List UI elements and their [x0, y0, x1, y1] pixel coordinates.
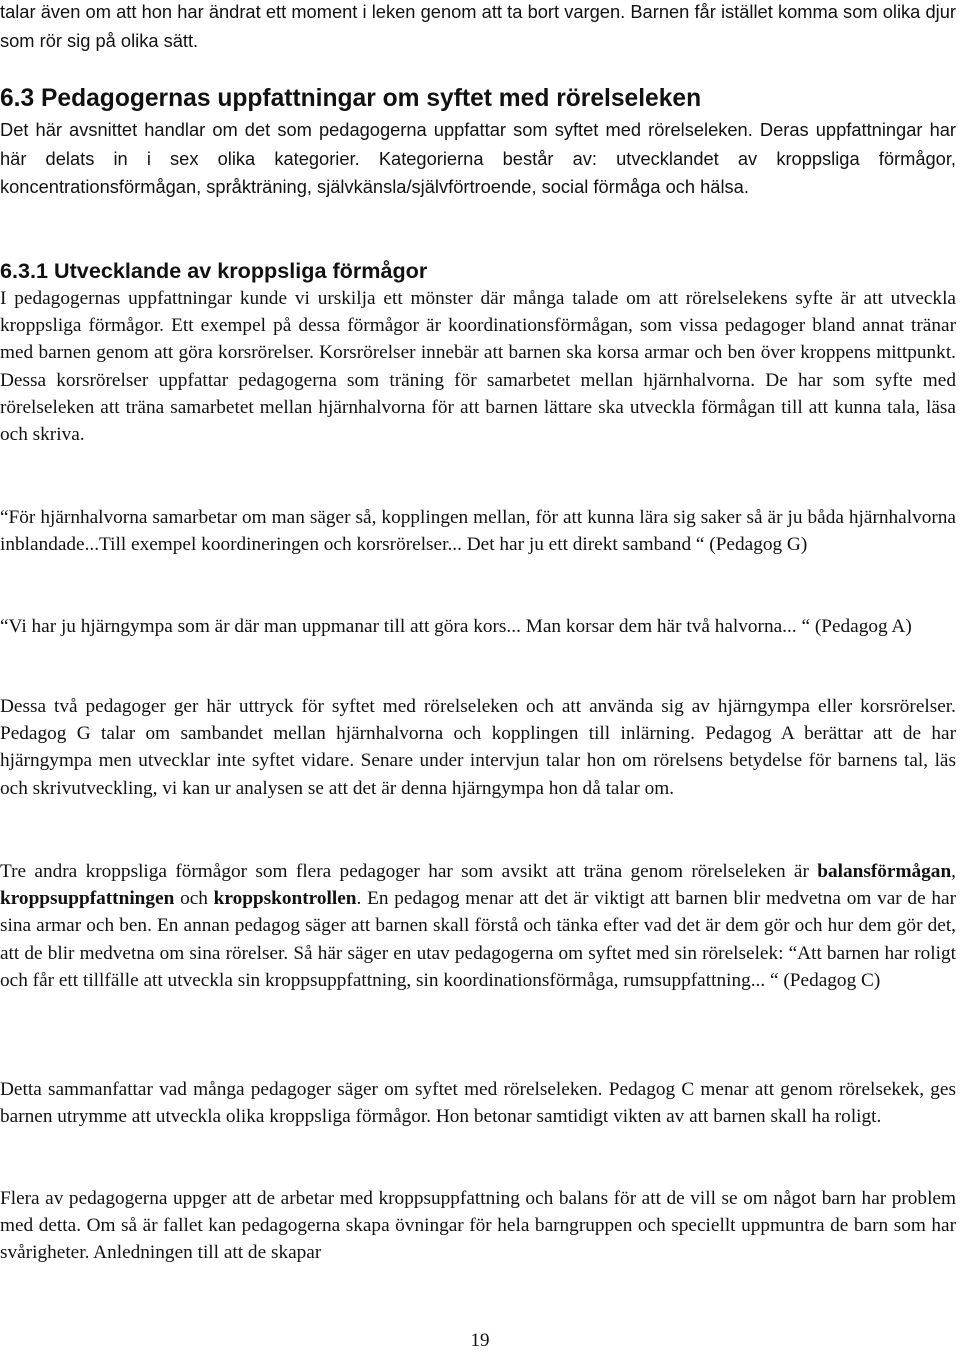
para3-sep-1: , — [951, 861, 956, 882]
section-6-3-paragraph: Det här avsnittet handlar om det som pedagogerna uppfattar som syftet med rörelseleken. Deras uppfattningar har här delats in i sex olika kategorier. Kategorierna består av: utvecklandet av kroppsliga förmågor, koncentrationsförmågan, språkträning, självkänsla/självförtroende, social förmåga och hälsa. — [0, 119, 956, 197]
body-paragraph-2: Dessa två pedagoger ger här uttryck för syftet med rörelseleken och att använda sig av hjärngympa eller korsrörelser. Pedagog G talar om sambandet mellan hjärnhalvorna och kopplingen till inlärning. Pedagog A berättar att de har hjärngympa men utvecklar inte syftet vidare. Senare under intervjun talar hon om rörelsens betydelse för barnens tal, läs och skrivutveckling, vi kan ur analysen se att det är denna hjärngympa hon då talar om. — [0, 696, 956, 799]
quote-pedagog-g: “För hjärnhalvorna samarbetar om man säger så, kopplingen mellan, för att kunna lära sig saker så är ju båda hjärnhalvorna inblandade...Till exempel koordineringen och korsrörelser... Det har ju ett direkt samband “ (Pedagog G) — [0, 507, 956, 556]
term-kroppskontrollen: kroppskontrollen — [213, 888, 357, 910]
term-balansformagan: balansförmågan — [817, 861, 952, 882]
section-heading-6-3-1: 6.3.1 Utvecklande av kroppsliga förmågor — [0, 258, 428, 283]
section-heading-6-3: 6.3 Pedagogernas uppfattningar om syftet med rörelseleken — [0, 85, 702, 112]
para3-text-start: Tre andra kroppsliga förmågor som flera pedagoger har som avsikt att träna genom rörelseleken är — [0, 861, 818, 882]
body-paragraph-3 — [0, 858, 956, 994]
body-paragraph-1: I pedagogernas uppfattningar kunde vi urskilja ett mönster där många talade om att rörelselekens syfte är att utveckla kroppsliga förmågor. Ett exempel på dessa förmågor är koordinationsförmågan, som vissa pedagoger bland annat tränar med barnen genom att göra korsrörelser. Korsrörelser innebär att barnen ska korsa armar och ben över kroppens mittpunkt. Dessa korsrörelser uppfattar pedagogerna som träning för samarbetet mellan hjärnhalvorna. De har som syfte med rörelseleken att träna samarbetet mellan hjärnhalvorna för att barnen lättare ska utveckla förmågan till att kunna tala, läsa och skriva. — [0, 288, 956, 446]
page-number: 19 — [470, 1330, 490, 1351]
para3-text-end: . En pedagog menar att det är viktigt att barnen blir medvetna om var de har sina armar och ben. En annan pedagog säger att barnen skall förstå och tänka efter vad det är dem gör och hur dem gör det, att de blir medvetna om sina rörelser. Så här säger en utav pedagogerna om syftet med sin rörelselek: “Att barnen har roligt och får ett tillfälle att utveckla sin kroppsuppfattning, sin koordinationsförmåga, rumsuppfattning... “ (Pedagog C) — [0, 888, 956, 991]
para3-sep-2: och — [174, 888, 214, 910]
intro-paragraph: talar även om att hon har ändrat ett moment i leken genom att ta bort vargen. Barnen får istället komma som olika djur som rör sig på olika sätt. — [0, 1, 956, 51]
term-kroppsuppfattningen: kroppsuppfattningen — [0, 888, 175, 910]
body-paragraph-4: Detta sammanfattar vad många pedagoger säger om syftet med rörelseleken. Pedagog C menar att genom rörelsekek, ges barnen utrymme att utveckla olika kroppsliga förmågor. Hon betonar samtidigt vikten av att barnen skall ha roligt. — [0, 1079, 956, 1128]
quote-pedagog-a: “Vi har ju hjärngympa som är där man uppmanar till att göra kors... Man korsar dem här två halvorna... “ (Pedagog A) — [0, 616, 912, 637]
body-paragraph-5: Flera av pedagogerna uppger att de arbetar med kroppsuppfattning och balans för att de vill se om något barn har problem med detta. Om så är fallet kan pedagogerna skapa övningar för hela barngruppen och speciellt uppmuntra de barn som har svårigheter. Anledningen till att de skapar — [0, 1188, 956, 1264]
